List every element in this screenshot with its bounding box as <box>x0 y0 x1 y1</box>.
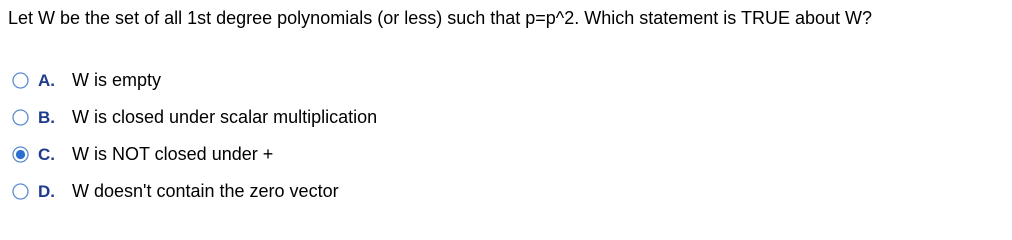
radio-button-d[interactable] <box>12 183 29 200</box>
radio-button-c-selected[interactable] <box>12 146 29 163</box>
radio-selected-dot-icon <box>16 150 25 159</box>
radio-button-a[interactable] <box>12 72 29 89</box>
option-b[interactable] <box>12 99 377 136</box>
option-b-letter: B. <box>38 107 55 127</box>
question-text: Let W be the set of all 1st degree polynomials (or less) such that p=p^2. Which statement is TRUE about W? <box>8 8 873 28</box>
answer-options <box>12 62 377 210</box>
option-c-text: W is NOT closed under + <box>72 144 274 164</box>
option-b-text: W is closed under scalar multiplication <box>72 107 378 127</box>
radio-button-b[interactable] <box>12 109 29 126</box>
option-c[interactable] <box>12 136 377 173</box>
option-a-text: W is empty <box>72 70 162 90</box>
option-c-letter: C. <box>38 144 55 164</box>
option-d-letter: D. <box>38 181 55 201</box>
option-a[interactable] <box>12 62 377 99</box>
option-a-letter: A. <box>38 70 55 90</box>
option-d[interactable] <box>12 173 377 210</box>
option-d-text: W doesn't contain the zero vector <box>72 181 339 201</box>
